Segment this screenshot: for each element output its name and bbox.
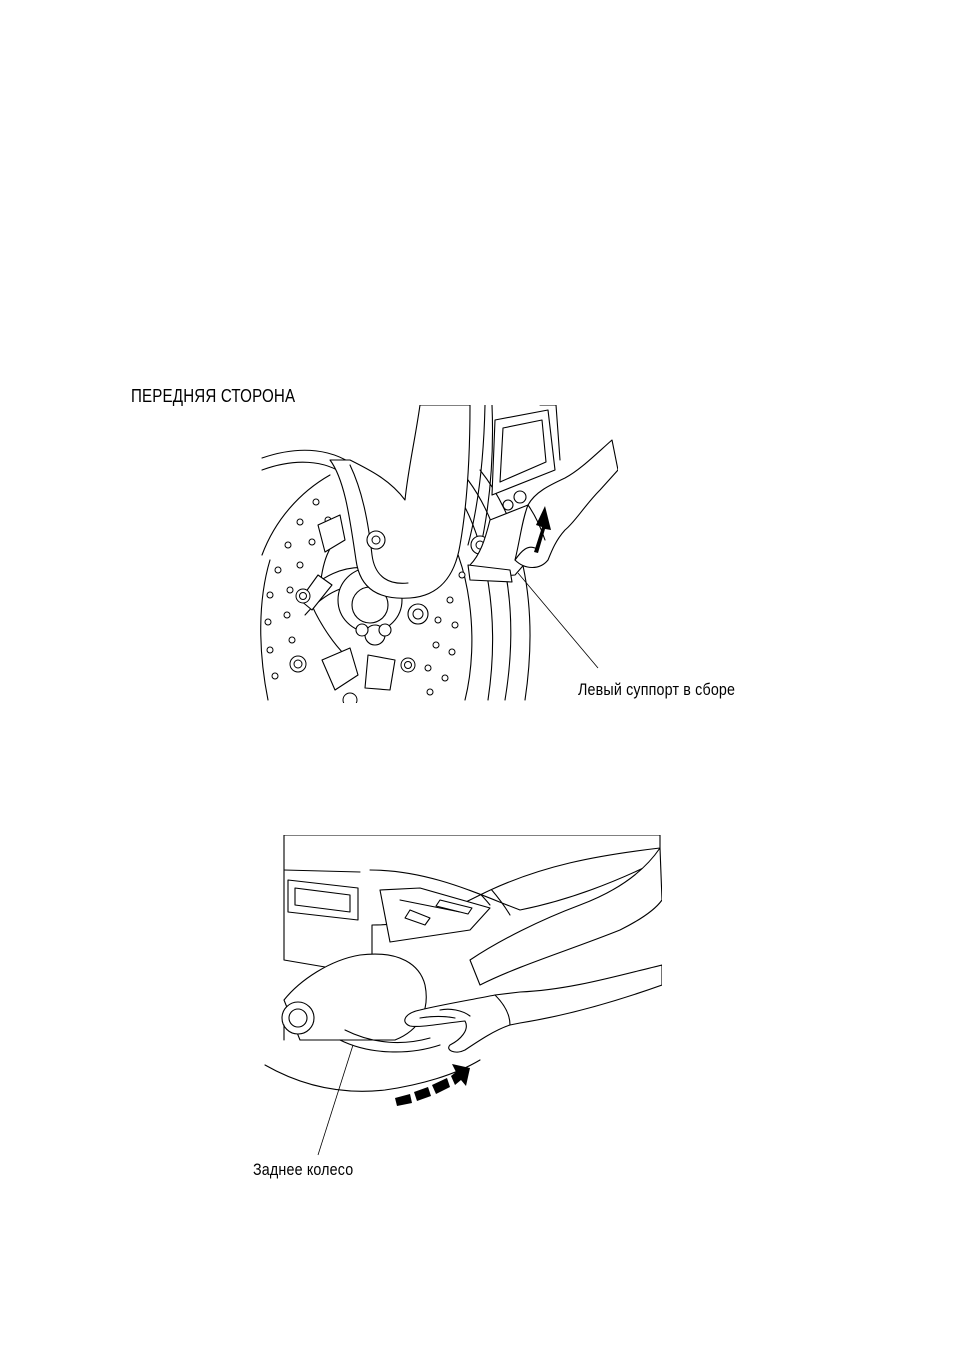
section-title: ПЕРЕДНЯЯ СТОРОНА	[131, 386, 296, 406]
left-caliper-callout: Левый суппорт в сборе	[578, 680, 736, 699]
rear-wheel-callout: Заднее колесо	[253, 1160, 354, 1179]
